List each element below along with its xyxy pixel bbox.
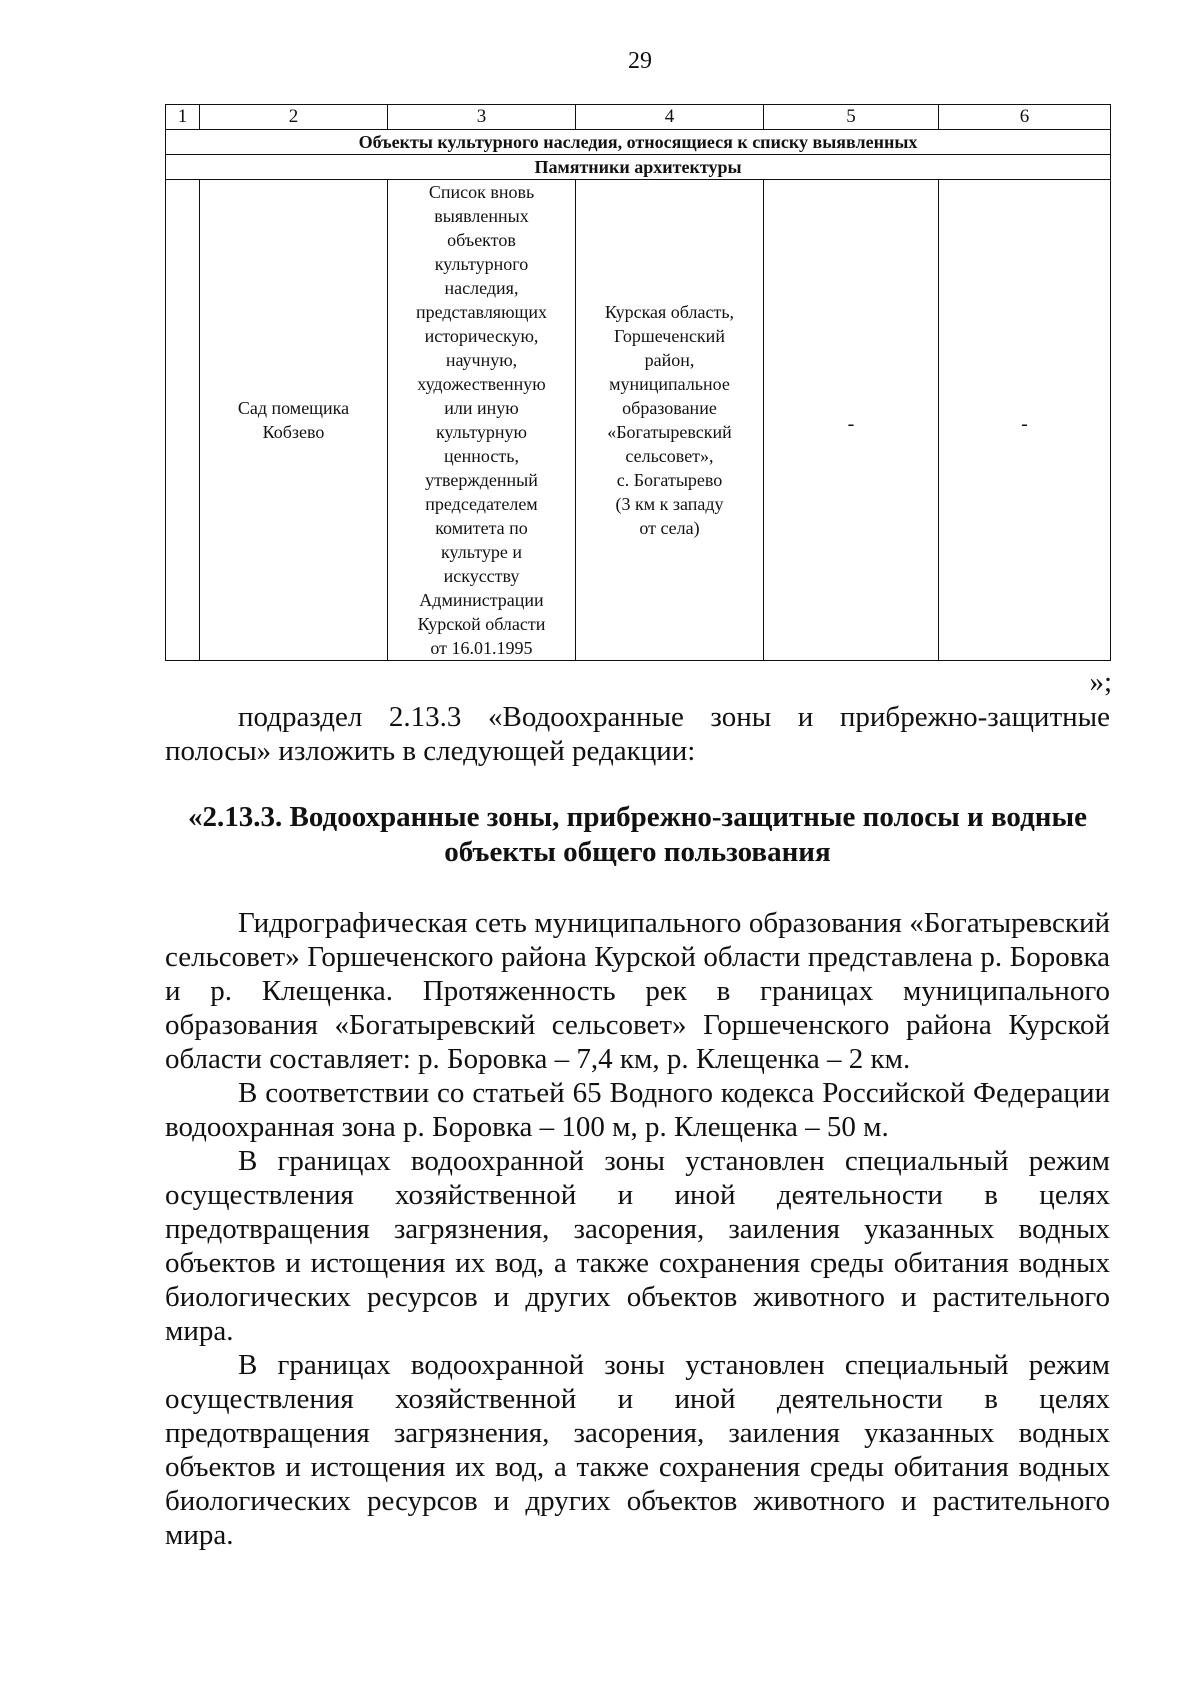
page-number: 29: [628, 48, 652, 74]
table-cell-col6: [939, 180, 1111, 661]
location-text: Курская область, Горшеченский район, муниципальное образование «Богатыревский сельсовет», с. Богатырево (3 км к западу от села): [604, 302, 735, 538]
document-text: Список вновь выявленных объектов культурного наследия, представляющих историческую, научную, художественную или иную культурную ценность, утвержденный председателем комитета по культуре и искусству Администрации Курской области от 16.01.1995: [415, 182, 548, 658]
paragraph-regime-2: В границах водоохранной зоны установлен специальный режим осуществления хозяйственной и иной деятельности в целях предотвращения загрязнения, засорения, заиления указанных водных объектов и истощения их вод, а также сохранения среды обитания водных биологических ресурсов и других объектов животного и растительного мира.: [165, 1349, 1110, 1551]
col6-dash: -: [1021, 413, 1028, 435]
column-number-3: 3: [388, 105, 576, 130]
paragraph-water-code: В соответствии со статьей 65 Водного кодекса Российской Федерации водоохранная зона р. Боровка – 100 м, р. Клещенка – 50 м.: [165, 1077, 1110, 1143]
column-number-6: 6: [939, 105, 1111, 130]
column-number-1: 1: [166, 105, 200, 130]
subsection-header: Памятники архитектуры: [166, 155, 1111, 180]
table-cell-document: [388, 180, 576, 661]
table-cell-location: [576, 180, 764, 661]
table-section-header-row: [166, 130, 1111, 155]
table-column-numbers-row: [166, 105, 1111, 130]
intro-paragraph: подраздел 2.13.3 «Водоохранные зоны и прибрежно-защитные полосы» изложить в следующей редакции:: [165, 701, 1110, 767]
section-header: Объекты культурного наследия, относящиеся к списку выявленных: [166, 130, 1111, 155]
paragraph-hydrography: Гидрографическая сеть муниципального образования «Богатыревский сельсовет» Горшеченского района Курской области представлена р. Боровка и р. Клещенка. Протяженность рек в границах муниципального образования «Богатыревский сельсовет» Горшеченского района Курской области составляет: р. Боровка – 7,4 км, р. Клещенка – 2 км.: [165, 907, 1110, 1075]
col5-dash: -: [847, 413, 855, 435]
table-subsection-header-row: [166, 155, 1111, 180]
object-name-text: Сад помещика Кобзево: [237, 398, 350, 442]
table-cell-object-name: [200, 180, 388, 661]
closing-quote: »;: [1089, 666, 1112, 698]
heritage-table: [165, 104, 1111, 661]
table-cell-index: [166, 180, 200, 661]
column-number-5: 5: [764, 105, 939, 130]
section-heading: «2.13.3. Водоохранные зоны, прибрежно-защитные полосы и водные объекты общего пользования: [188, 801, 1087, 868]
paragraph-regime-1: В границах водоохранной зоны установлен специальный режим осуществления хозяйственной и иной деятельности в целях предотвращения загрязнения, засорения, заиления указанных водных объектов и истощения их вод, а также сохранения среды обитания водных биологических ресурсов и других объектов животного и растительного мира.: [165, 1145, 1110, 1347]
table-row: [166, 180, 1111, 661]
column-number-4: 4: [576, 105, 764, 130]
table-cell-col5: [764, 180, 939, 661]
column-number-2: 2: [200, 105, 388, 130]
